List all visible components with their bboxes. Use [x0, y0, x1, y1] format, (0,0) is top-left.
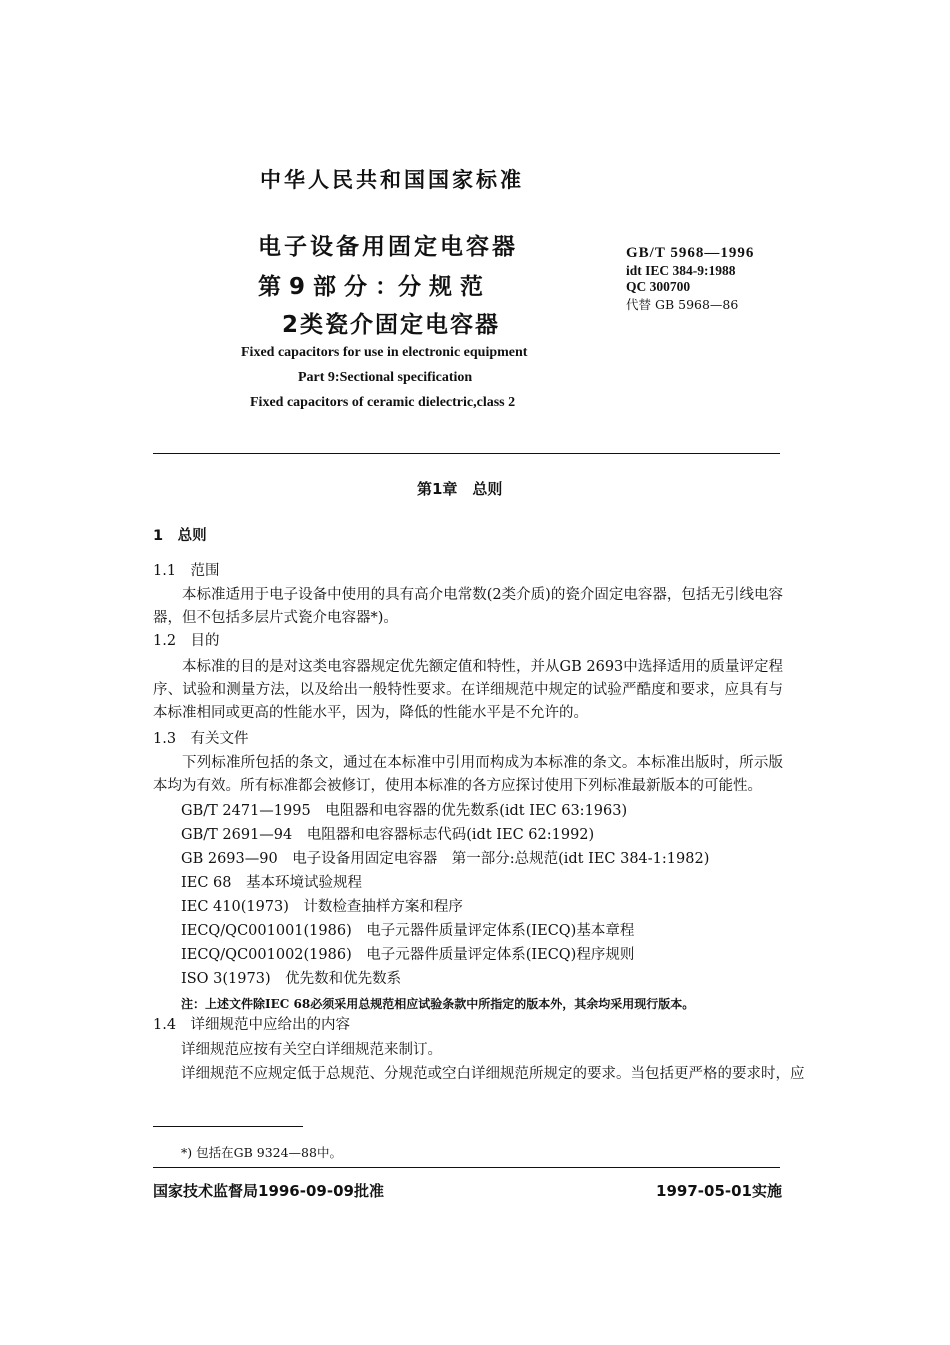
title-line-1: 电子设备用固定电容器: [258, 234, 518, 260]
footnote-divider: [153, 1126, 303, 1127]
reference-item: GB/T 2471—1995 电阻器和电容器的优先数系(idt IEC 63:1963): [181, 803, 628, 819]
section-1-3-heading: 1.3 有关文件: [153, 731, 249, 747]
section-1-4-heading: 1.4 详细规范中应给出的内容: [153, 1017, 351, 1033]
section-1-3-text: 下列标准所包括的条文，通过在本标准中引用而构成为本标准的条文。本标准出版时，所示版本均为有效。所有标准都会被修订，使用本标准的各方应探讨使用下列标准最新版本的可能性。: [153, 755, 783, 794]
title-line-2: 第 9 部 分 ：分 规 范: [258, 274, 484, 300]
reference-item: IECQ/QC001001(1986) 电子元器件质量评定体系(IECQ)基本章程: [181, 923, 635, 939]
section-1-1-text: 本标准适用于电子设备中使用的具有高介电常数(2类介质)的瓷介固定电容器，包括无引线电容器，但不包括多层片式瓷介电容器*)。: [153, 587, 783, 626]
standard-number: GB/T 5968—1996: [626, 245, 755, 261]
national-standard-heading: 中华人民共和国国家标准: [260, 168, 524, 192]
title-line-3: 2类瓷介固定电容器: [282, 312, 501, 338]
footer-divider: [153, 1167, 780, 1168]
reference-item: IEC 410(1973) 计数检查抽样方案和程序: [181, 899, 463, 915]
section-1-2-text: 本标准的目的是对这类电容器规定优先额定值和特性，并从GB 2693中选择适用的质量评定程序、试验和测量方法，以及给出一般特性要求。在详细规范中规定的试验严酷度和要求，应具有与本标准相同或更高的性能水平，因为，降低的性能水平是不允许的。: [153, 659, 783, 721]
chapter-heading: 第1章 总则: [417, 480, 503, 498]
section-1-4-text-1: 详细规范应按有关空白详细规范来制订。: [181, 1042, 442, 1058]
approval-date: 国家技术监督局1996-09-09批准: [153, 1182, 384, 1200]
english-title-line-2: Part 9:Sectional specification: [298, 370, 473, 385]
reference-note: 注：上述文件除IEC 68必须采用总规范相应试验条款中所指定的版本外，其余均采用现行版本。: [181, 997, 695, 1011]
standard-qc: QC 300700: [626, 279, 691, 294]
section-1-2-heading: 1.2 目的: [153, 633, 220, 649]
footnote: *) 包括在GB 9324—88中。: [181, 1145, 342, 1160]
standard-idt: idt IEC 384-9:1988: [626, 263, 736, 278]
top-divider: [153, 453, 780, 454]
standard-replaces: 代替 GB 5968—86: [626, 297, 739, 312]
english-title-line-1: Fixed capacitors for use in electronic equipment: [241, 345, 528, 360]
reference-item: IECQ/QC001002(1986) 电子元器件质量评定体系(IECQ)程序规则: [181, 947, 635, 963]
section-1-1-heading: 1.1 范围: [153, 563, 220, 579]
reference-item: GB 2693—90 电子设备用固定电容器 第一部分:总规范(idt IEC 384-1:1982): [181, 851, 710, 867]
reference-item: ISO 3(1973) 优先数和优先数系: [181, 971, 402, 987]
section-1-heading: 1 总则: [153, 528, 207, 544]
reference-item: IEC 68 基本环境试验规程: [181, 875, 362, 891]
effective-date: 1997-05-01实施: [656, 1182, 782, 1200]
section-1-4-text-2: 详细规范不应规定低于总规范、分规范或空白详细规范所规定的要求。当包括更严格的要求时，应: [181, 1066, 805, 1082]
reference-item: GB/T 2691—94 电阻器和电容器标志代码(idt IEC 62:1992): [181, 827, 595, 843]
english-title-line-3: Fixed capacitors of ceramic dielectric,class 2: [250, 395, 516, 410]
